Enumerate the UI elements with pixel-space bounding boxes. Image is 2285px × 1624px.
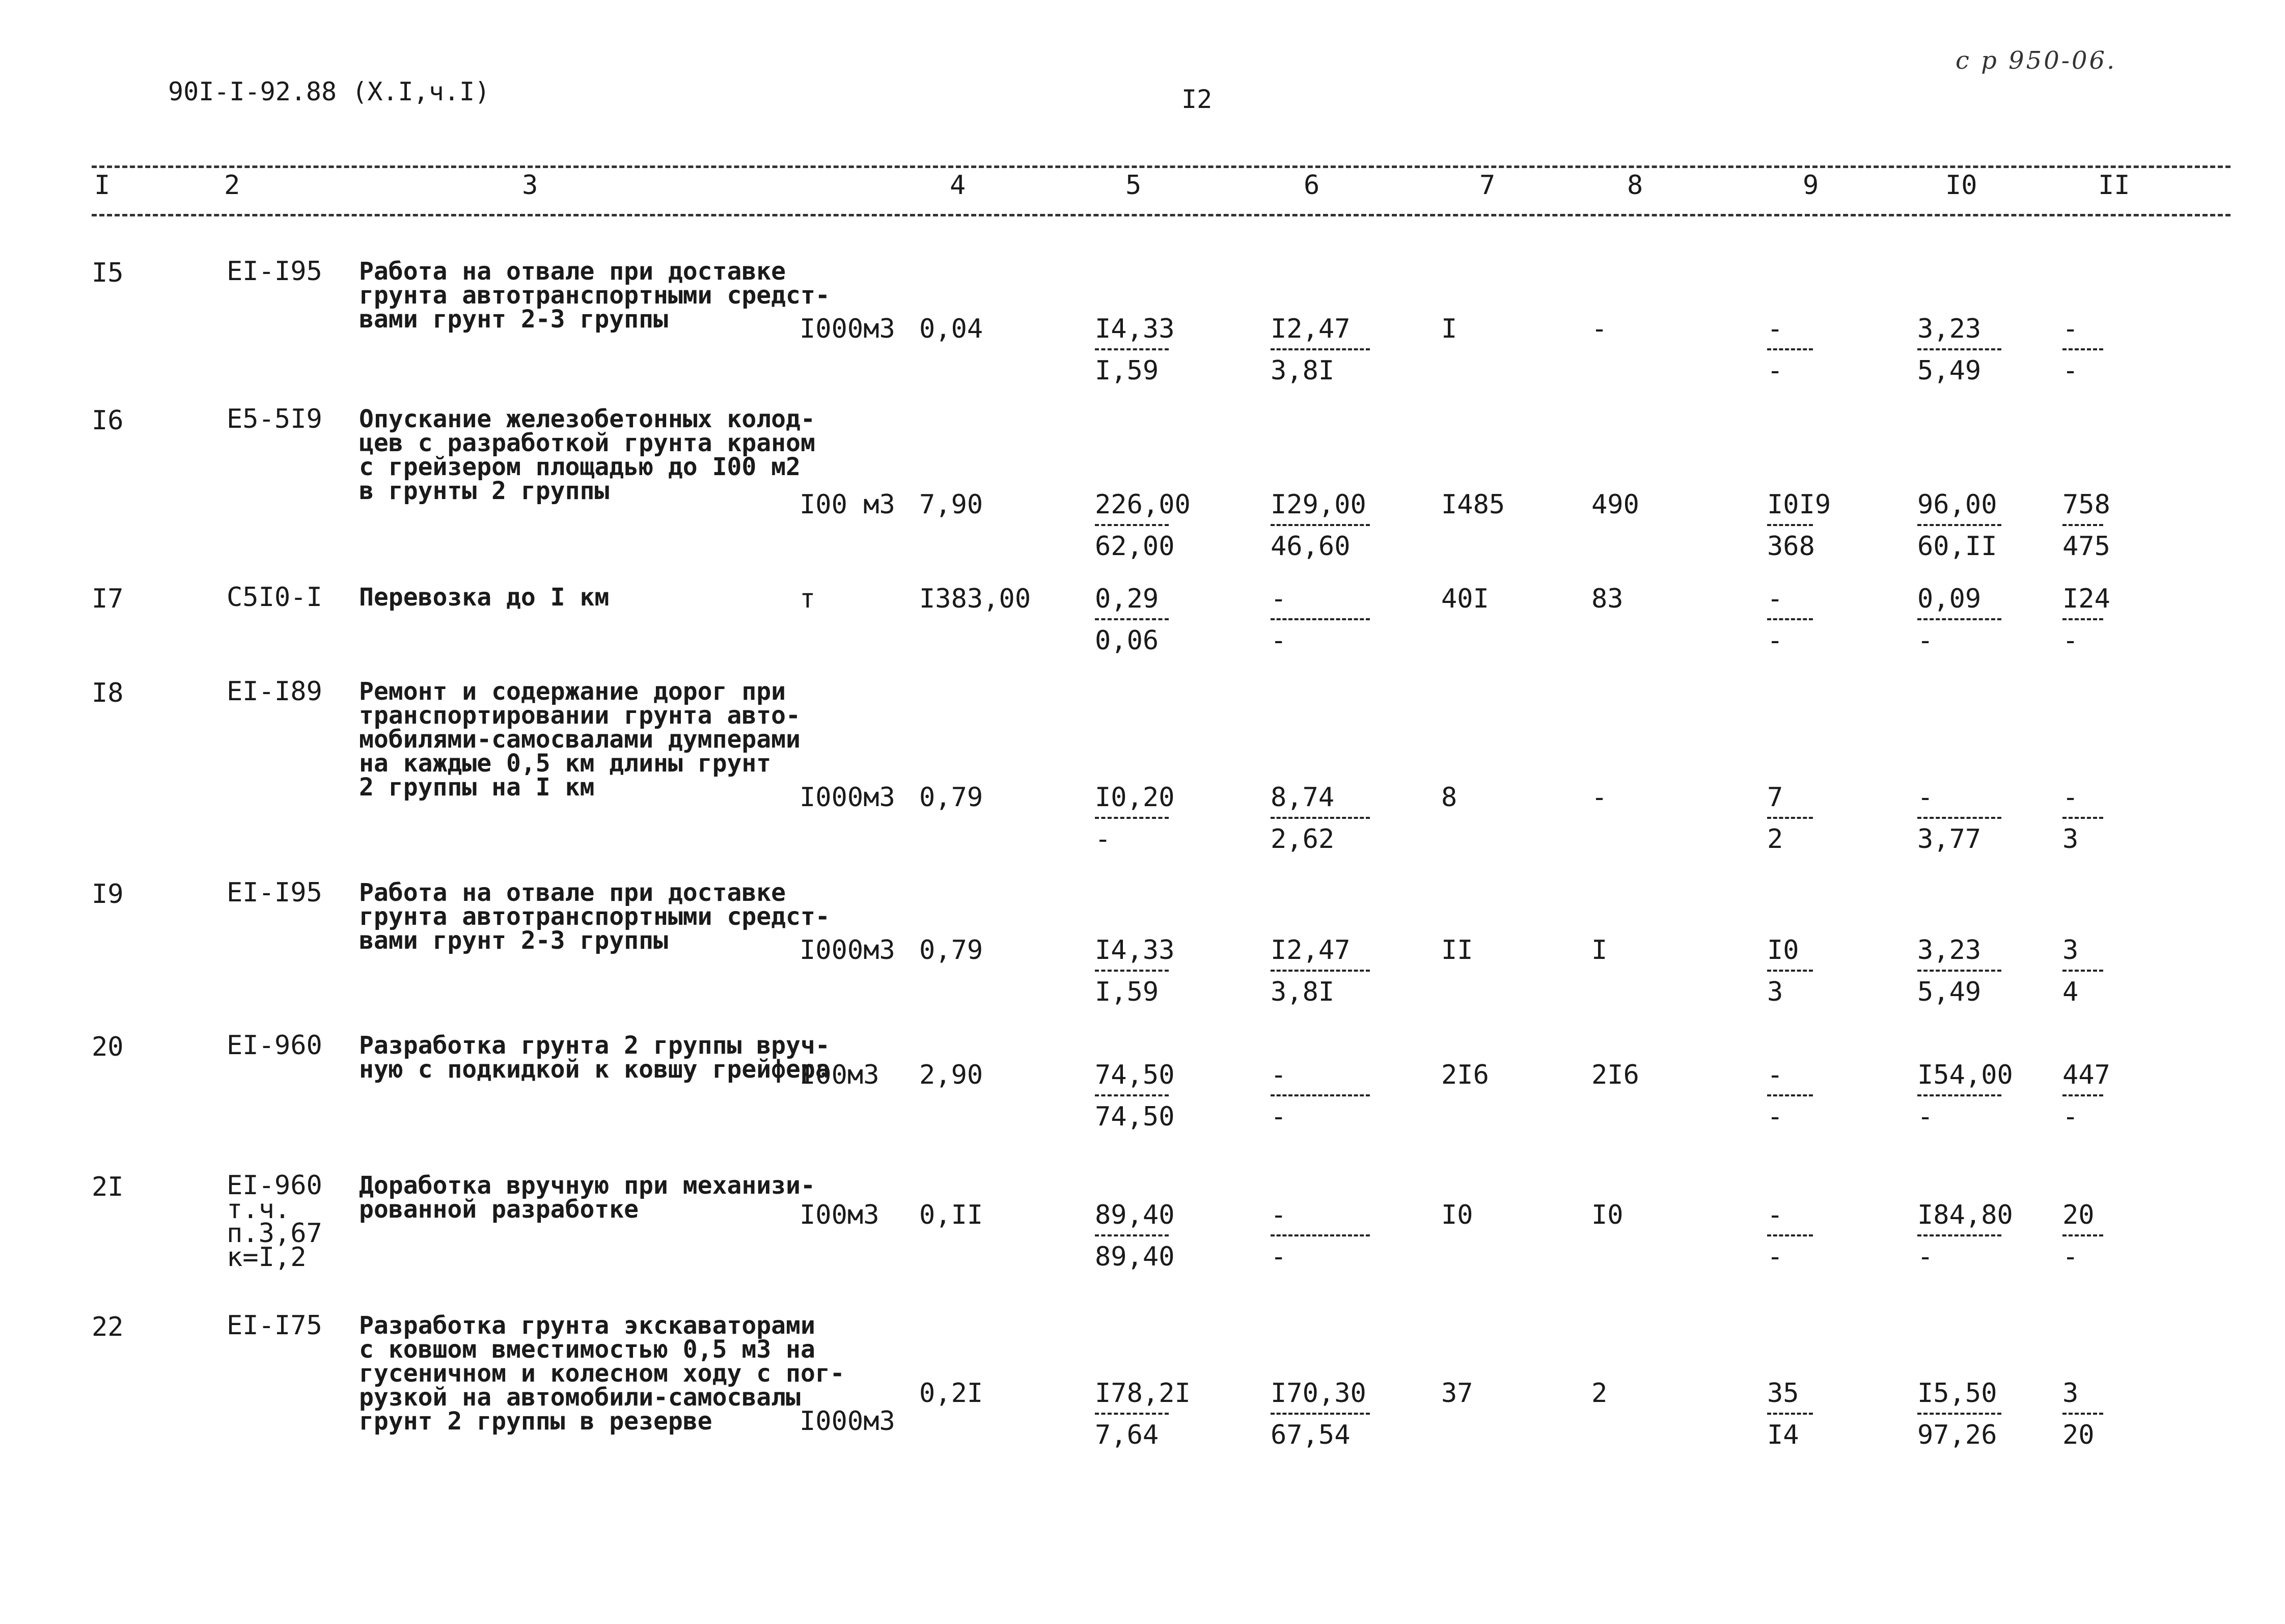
quantity: 2,90 — [919, 1060, 983, 1090]
unit-cost-machine-numerator: I2,47 — [1271, 314, 1351, 344]
column-number-1: I — [94, 170, 111, 201]
quantity: 0,79 — [919, 782, 983, 813]
unit-cost-total — [1095, 316, 1175, 384]
row-number: I6 — [92, 405, 124, 436]
labor-hours-unit-fraction-rule — [1917, 1413, 2001, 1415]
unit-cost-total-fraction-rule — [1095, 524, 1169, 526]
quantity: I383,00 — [919, 584, 1031, 614]
page-number: I2 — [1181, 85, 1213, 114]
labor-hours-unit-denominator: 5,49 — [1917, 977, 1981, 1007]
labor-hours-total-denominator: 475 — [2062, 531, 2110, 562]
labor-hours-unit — [1917, 586, 2001, 654]
row-number: 20 — [92, 1032, 124, 1062]
labor-hours-unit-numerator: - — [1917, 782, 1934, 813]
unit-cost-machine — [1271, 491, 1370, 560]
machine-cost-fraction-rule — [1767, 1234, 1813, 1236]
unit-cost-total-denominator: - — [1095, 824, 1111, 855]
labor-cost: 2I6 — [1591, 1060, 1639, 1090]
labor-hours-total — [2062, 316, 2103, 384]
machine-cost — [1767, 316, 1813, 384]
column-number-11: II — [2098, 170, 2130, 201]
unit-cost-machine — [1271, 586, 1370, 654]
unit-cost-total-fraction-rule — [1095, 1234, 1169, 1236]
unit-cost-total-denominator: I,59 — [1095, 977, 1159, 1007]
machine-cost-numerator: 35 — [1767, 1378, 1799, 1409]
labor-hours-total-denominator: - — [2062, 1102, 2079, 1132]
rate-code: EI-I95 — [227, 256, 322, 287]
machine-cost-denominator: - — [1767, 1242, 1783, 1272]
labor-hours-unit — [1917, 1202, 2013, 1270]
machine-cost-numerator: - — [1767, 1060, 1783, 1090]
machine-cost — [1767, 491, 1831, 560]
rate-code: EI-960 т.ч. п.3,67 к=I,2 — [227, 1170, 322, 1273]
unit-cost-total-numerator: 226,00 — [1095, 489, 1191, 520]
unit-cost-total — [1095, 1202, 1175, 1270]
column-number-8: 8 — [1627, 170, 1643, 201]
unit-cost-machine-denominator: - — [1271, 1242, 1287, 1272]
work-description: Доработка вручную при механизи- рованной разработке — [359, 1171, 815, 1224]
unit-cost-machine — [1271, 782, 1370, 855]
labor-hours-total-denominator: 4 — [2062, 977, 2079, 1007]
unit-of-measure: I000м3 — [800, 314, 895, 344]
unit-cost-machine-fraction-rule — [1271, 970, 1370, 972]
rate-code: EI-I75 — [227, 1310, 322, 1341]
labor-hours-unit-fraction-rule — [1917, 817, 2001, 819]
quantity: 0,79 — [919, 935, 983, 966]
labor-hours-unit-fraction-rule — [1917, 970, 2001, 972]
machine-cost-denominator: - — [1767, 1102, 1783, 1132]
machine-cost-numerator: - — [1767, 584, 1783, 614]
quantity: 0,04 — [919, 314, 983, 344]
row-number: I5 — [92, 258, 124, 288]
unit-cost-machine — [1271, 316, 1370, 384]
total-cost: 37 — [1441, 1378, 1473, 1409]
labor-hours-total — [2062, 1062, 2110, 1130]
row-number: 22 — [92, 1312, 124, 1342]
labor-hours-unit-fraction-rule — [1917, 618, 2001, 620]
unit-of-measure: I00м3 — [800, 1060, 879, 1090]
total-cost: 40I — [1441, 584, 1489, 614]
labor-hours-unit-numerator: 0,09 — [1917, 584, 1981, 614]
labor-hours-unit — [1917, 782, 2001, 855]
labor-hours-total — [2062, 1202, 2103, 1270]
machine-cost-fraction-rule — [1767, 618, 1813, 620]
rate-code: E5-5I9 — [227, 404, 322, 434]
work-description: Работа на отвале при доставке грунта автотранспортными средст- вами грунт 2-3 группы — [359, 257, 830, 334]
unit-cost-total-denominator: 89,40 — [1095, 1242, 1175, 1272]
rate-code: EI-I89 — [227, 676, 322, 707]
unit-cost-total-fraction-rule — [1095, 618, 1169, 620]
rate-code: C5I0-I — [227, 582, 322, 613]
machine-cost — [1767, 1380, 1813, 1448]
labor-hours-unit-numerator: I84,80 — [1917, 1200, 2013, 1230]
unit-cost-total-denominator: 74,50 — [1095, 1102, 1175, 1132]
labor-hours-unit — [1917, 937, 2001, 1005]
unit-cost-total-denominator: 62,00 — [1095, 531, 1175, 562]
unit-cost-total-fraction-rule — [1095, 1094, 1169, 1096]
labor-hours-unit — [1917, 1062, 2013, 1130]
row-number: I9 — [92, 879, 124, 910]
labor-cost: - — [1591, 314, 1608, 344]
unit-cost-machine-fraction-rule — [1271, 817, 1370, 819]
labor-hours-total-fraction-rule — [2062, 524, 2103, 526]
labor-hours-total-numerator: - — [2062, 314, 2079, 344]
labor-hours-unit-denominator: 97,26 — [1917, 1420, 1997, 1450]
machine-cost-numerator: I0 — [1767, 935, 1799, 966]
header-rule-bottom — [92, 214, 2231, 216]
machine-cost-fraction-rule — [1767, 1413, 1813, 1415]
document-code: 90I-I-92.88 (X.I,ч.I) — [168, 77, 490, 106]
column-number-7: 7 — [1479, 170, 1496, 201]
machine-cost-denominator: 368 — [1767, 531, 1815, 562]
total-cost: 8 — [1441, 782, 1457, 813]
total-cost: I0 — [1441, 1200, 1473, 1230]
labor-cost: I — [1591, 935, 1608, 966]
unit-cost-total-fraction-rule — [1095, 817, 1169, 819]
unit-cost-total-fraction-rule — [1095, 970, 1169, 972]
labor-hours-unit — [1917, 491, 2001, 560]
labor-hours-total-fraction-rule — [2062, 348, 2103, 350]
quantity: 0,II — [919, 1200, 983, 1230]
labor-hours-total-fraction-rule — [2062, 1094, 2103, 1096]
machine-cost-denominator: 3 — [1767, 977, 1783, 1007]
machine-cost — [1767, 1202, 1813, 1270]
labor-hours-total-fraction-rule — [2062, 970, 2103, 972]
machine-cost-fraction-rule — [1767, 524, 1813, 526]
labor-hours-total — [2062, 491, 2110, 560]
machine-cost-numerator: I0I9 — [1767, 489, 1831, 520]
labor-hours-unit-numerator: 96,00 — [1917, 489, 1997, 520]
labor-hours-unit-fraction-rule — [1917, 1094, 2001, 1096]
unit-cost-machine-fraction-rule — [1271, 1234, 1370, 1236]
unit-cost-machine-denominator: - — [1271, 1102, 1287, 1132]
unit-cost-total — [1095, 937, 1175, 1005]
unit-cost-total — [1095, 586, 1169, 654]
row-number: I7 — [92, 584, 124, 614]
column-number-4: 4 — [950, 170, 966, 201]
rate-code: EI-I95 — [227, 877, 322, 908]
labor-hours-total-numerator: I24 — [2062, 584, 2110, 614]
machine-cost-numerator: - — [1767, 1200, 1783, 1230]
column-number-2: 2 — [224, 170, 240, 201]
labor-hours-total-numerator: 3 — [2062, 1378, 2079, 1409]
labor-hours-unit-numerator: 3,23 — [1917, 935, 1981, 966]
unit-cost-total-numerator: 89,40 — [1095, 1200, 1175, 1230]
column-number-6: 6 — [1304, 170, 1320, 201]
unit-cost-total-fraction-rule — [1095, 348, 1169, 350]
unit-cost-total-numerator: I4,33 — [1095, 314, 1175, 344]
labor-hours-total-fraction-rule — [2062, 618, 2103, 620]
unit-of-measure: I00м3 — [800, 1200, 879, 1230]
unit-cost-total-denominator: 0,06 — [1095, 625, 1159, 656]
labor-hours-unit-fraction-rule — [1917, 348, 2001, 350]
header-rule-top — [92, 166, 2231, 168]
labor-hours-total — [2062, 586, 2110, 654]
unit-cost-machine-denominator: 2,62 — [1271, 824, 1335, 855]
unit-cost-total-numerator: I78,2I — [1095, 1378, 1191, 1409]
unit-cost-machine-fraction-rule — [1271, 348, 1370, 350]
machine-cost-denominator: - — [1767, 355, 1783, 386]
machine-cost-fraction-rule — [1767, 1094, 1813, 1096]
unit-cost-machine-denominator: 3,8I — [1271, 355, 1335, 386]
total-cost: I — [1441, 314, 1457, 344]
row-number: I8 — [92, 678, 124, 708]
unit-cost-machine-fraction-rule — [1271, 1094, 1370, 1096]
labor-hours-total — [2062, 1380, 2103, 1448]
labor-hours-unit-fraction-rule — [1917, 524, 2001, 526]
unit-cost-machine-denominator: 3,8I — [1271, 977, 1335, 1007]
labor-hours-total-fraction-rule — [2062, 817, 2103, 819]
labor-hours-unit — [1917, 316, 2001, 384]
work-description: Разработка грунта 2 группы вруч- ную с подкидкой к ковшу грейфера — [359, 1031, 830, 1084]
quantity: 7,90 — [919, 489, 983, 520]
labor-hours-unit-denominator: 5,49 — [1917, 355, 1981, 386]
total-cost: II — [1441, 935, 1473, 966]
unit-cost-machine — [1271, 1202, 1370, 1270]
labor-hours-unit-denominator: 3,77 — [1917, 824, 1981, 855]
work-description: Перевозка до I км — [359, 583, 610, 612]
labor-hours-total-denominator: 3 — [2062, 824, 2079, 855]
labor-hours-total-numerator: 447 — [2062, 1060, 2110, 1090]
rate-code: EI-960 — [227, 1030, 322, 1061]
labor-hours-total — [2062, 937, 2103, 1005]
labor-hours-unit-fraction-rule — [1917, 1234, 2001, 1236]
unit-of-measure: I000м3 — [800, 1406, 895, 1437]
unit-of-measure: т — [800, 584, 816, 614]
machine-cost — [1767, 782, 1813, 855]
labor-hours-total-denominator: - — [2062, 1242, 2079, 1272]
labor-cost: I0 — [1591, 1200, 1623, 1230]
work-description: Разработка грунта экскаваторами с ковшом вместимостью 0,5 м3 на гусеничном и колесном ходу с пог- рузкой на автомобили-самосвалы грунт 2 группы в резерве — [359, 1311, 845, 1436]
labor-hours-total — [2062, 782, 2103, 855]
work-description: Опускание железобетонных колод- цев с разработкой грунта краном с грейзером площадью до I00 м2 в грунты 2 группы — [359, 405, 815, 505]
unit-cost-machine — [1271, 1062, 1370, 1130]
unit-cost-total — [1095, 491, 1191, 560]
quantity: 0,2I — [919, 1378, 983, 1409]
total-cost: I485 — [1441, 489, 1505, 520]
labor-cost: 490 — [1591, 489, 1639, 520]
unit-cost-total-numerator: 74,50 — [1095, 1060, 1175, 1090]
unit-cost-total-denominator: 7,64 — [1095, 1420, 1159, 1450]
unit-cost-total-numerator: 0,29 — [1095, 584, 1159, 614]
unit-cost-total — [1095, 782, 1175, 855]
labor-hours-total-denominator: - — [2062, 355, 2079, 386]
row-number: 2I — [92, 1172, 124, 1202]
unit-cost-total — [1095, 1062, 1175, 1130]
unit-cost-total-fraction-rule — [1095, 1413, 1169, 1415]
machine-cost-denominator: 2 — [1767, 824, 1783, 855]
labor-hours-total-numerator: 3 — [2062, 935, 2079, 966]
unit-cost-total-denominator: I,59 — [1095, 355, 1159, 386]
machine-cost-denominator: - — [1767, 625, 1783, 656]
machine-cost-fraction-rule — [1767, 348, 1813, 350]
column-number-5: 5 — [1125, 170, 1142, 201]
machine-cost-denominator: I4 — [1767, 1420, 1799, 1450]
unit-cost-machine — [1271, 937, 1370, 1005]
unit-cost-machine-numerator: I29,00 — [1271, 489, 1366, 520]
labor-hours-unit-denominator: - — [1917, 625, 1934, 656]
handwritten-stamp: с р 950-06. — [1956, 46, 2117, 75]
labor-hours-unit-numerator: I5,50 — [1917, 1378, 1997, 1409]
labor-hours-unit-denominator: - — [1917, 1242, 1934, 1272]
machine-cost-numerator: 7 — [1767, 782, 1783, 813]
labor-hours-unit-numerator: I54,00 — [1917, 1060, 2013, 1090]
unit-cost-machine-numerator: - — [1271, 1060, 1287, 1090]
labor-hours-total-denominator: 20 — [2062, 1420, 2095, 1450]
unit-cost-machine-fraction-rule — [1271, 618, 1370, 620]
labor-hours-total-fraction-rule — [2062, 1413, 2103, 1415]
unit-cost-machine — [1271, 1380, 1370, 1448]
column-number-10: I0 — [1945, 170, 1977, 201]
labor-hours-total-numerator: - — [2062, 782, 2079, 813]
unit-cost-total-numerator: I0,20 — [1095, 782, 1175, 813]
labor-cost: 83 — [1591, 584, 1623, 614]
work-description: Ремонт и содержание дорог при транспортировании грунта авто- мобилями-самосвалами думперами на каждые 0,5 км длины грунт 2 группы на I км — [359, 677, 801, 802]
machine-cost-numerator: - — [1767, 314, 1783, 344]
labor-hours-total-fraction-rule — [2062, 1234, 2103, 1236]
machine-cost — [1767, 937, 1813, 1005]
unit-cost-machine-denominator: 67,54 — [1271, 1420, 1351, 1450]
labor-hours-unit — [1917, 1380, 2001, 1448]
labor-cost: 2 — [1591, 1378, 1608, 1409]
total-cost: 2I6 — [1441, 1060, 1489, 1090]
labor-hours-unit-denominator: 60,II — [1917, 531, 1997, 562]
unit-cost-total-numerator: I4,33 — [1095, 935, 1175, 966]
unit-cost-machine-numerator: I2,47 — [1271, 935, 1351, 966]
labor-hours-unit-numerator: 3,23 — [1917, 314, 1981, 344]
unit-cost-machine-fraction-rule — [1271, 524, 1370, 526]
work-description: Работа на отвале при доставке грунта автотранспортными средст- вами грунт 2-3 группы — [359, 878, 830, 955]
unit-of-measure: I000м3 — [800, 782, 895, 813]
machine-cost — [1767, 586, 1813, 654]
unit-cost-machine-numerator: 8,74 — [1271, 782, 1335, 813]
unit-cost-machine-numerator: - — [1271, 584, 1287, 614]
unit-cost-machine-denominator: 46,60 — [1271, 531, 1351, 562]
unit-cost-machine-fraction-rule — [1271, 1413, 1370, 1415]
labor-cost: - — [1591, 782, 1608, 813]
column-number-3: 3 — [522, 170, 538, 201]
labor-hours-total-denominator: - — [2062, 625, 2079, 656]
labor-hours-unit-denominator: - — [1917, 1102, 1934, 1132]
column-number-9: 9 — [1803, 170, 1819, 201]
labor-hours-total-numerator: 20 — [2062, 1200, 2095, 1230]
unit-of-measure: I00 м3 — [800, 489, 895, 520]
unit-of-measure: I000м3 — [800, 935, 895, 966]
machine-cost — [1767, 1062, 1813, 1130]
unit-cost-machine-numerator: I70,30 — [1271, 1378, 1366, 1409]
machine-cost-fraction-rule — [1767, 817, 1813, 819]
unit-cost-machine-numerator: - — [1271, 1200, 1287, 1230]
unit-cost-total — [1095, 1380, 1191, 1448]
labor-hours-total-numerator: 758 — [2062, 489, 2110, 520]
unit-cost-machine-denominator: - — [1271, 625, 1287, 656]
machine-cost-fraction-rule — [1767, 970, 1813, 972]
